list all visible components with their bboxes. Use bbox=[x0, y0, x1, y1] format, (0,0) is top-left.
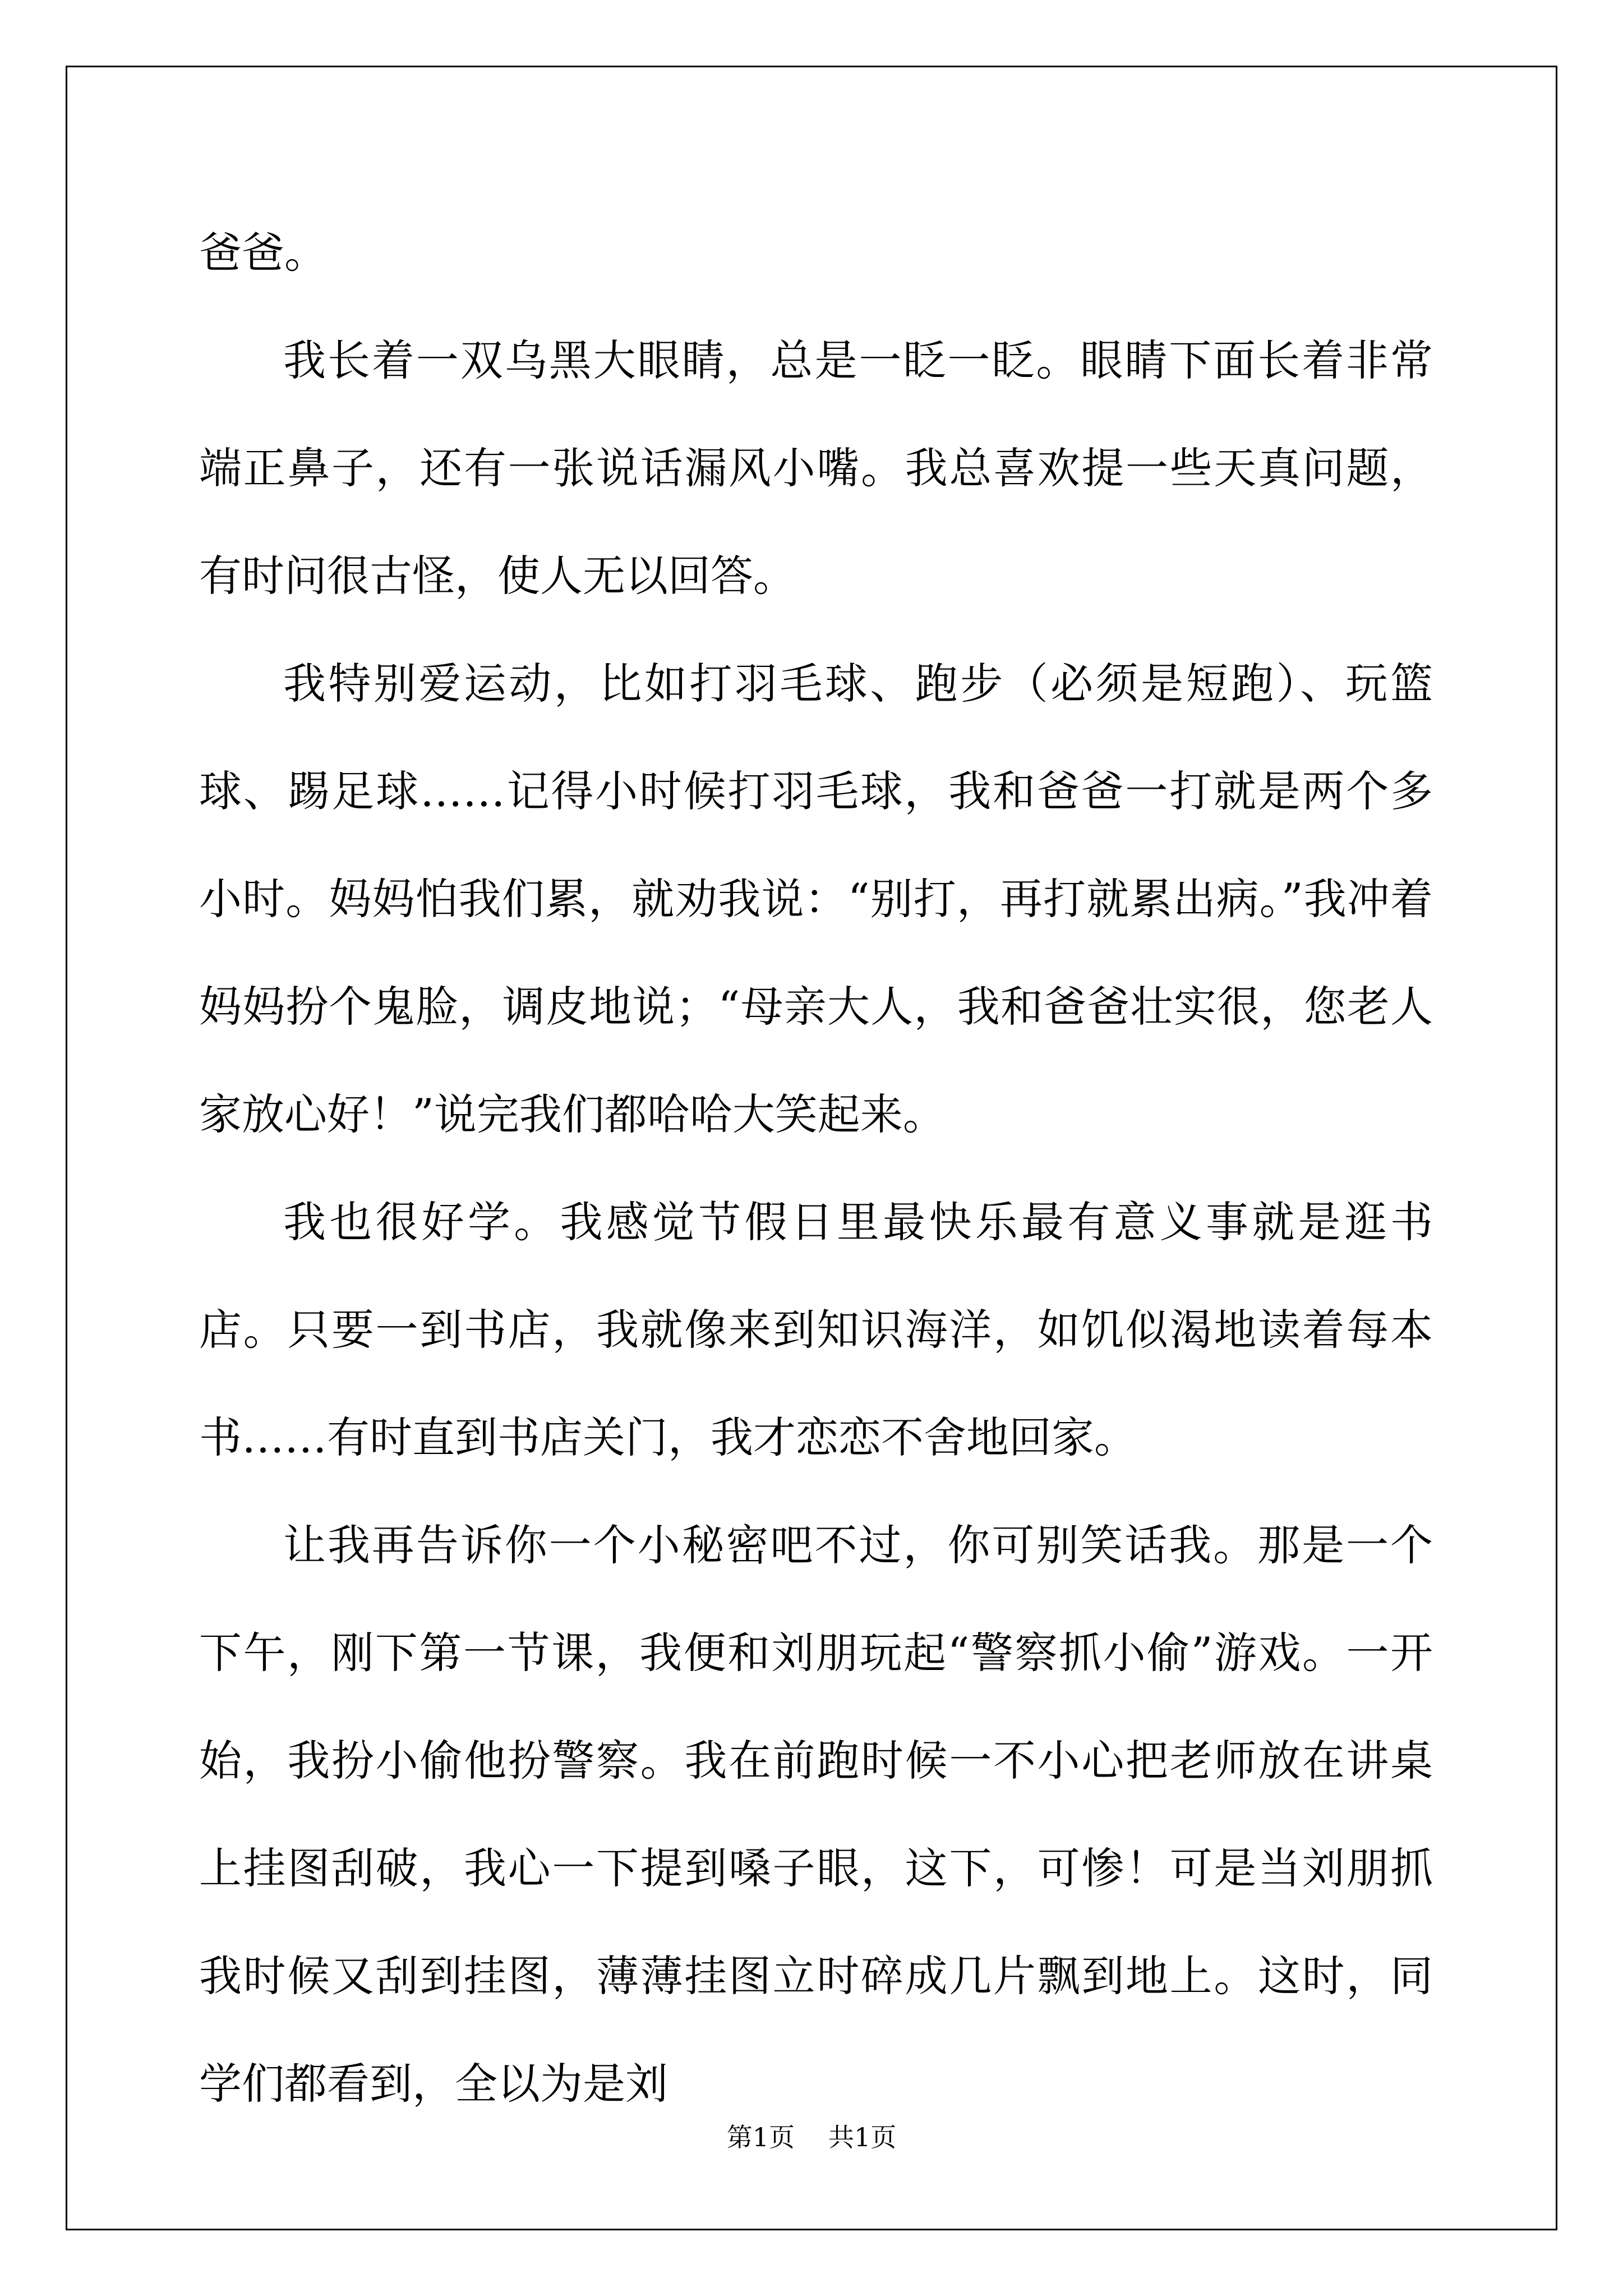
page-footer bbox=[0, 2120, 1623, 2154]
paragraph-4: 我也很好学。我感觉节假日里最快乐最有意义事就是逛书店。只要一到书店，我就像来到知识海洋，如饥似渴地读着每本书……有时直到书店关门，我才恋恋不舍地回家。 bbox=[199, 1197, 1433, 1462]
page-total: 共1页 bbox=[828, 2122, 897, 2152]
paragraph-2: 我长着一双乌黑大眼睛，总是一眨一眨。眼睛下面长着非常端正鼻子，还有一张说话漏风小嘴。我总喜欢提一些天真问题，有时问很古怪，使人无以回答。 bbox=[199, 335, 1433, 601]
paragraph-5: 让我再告诉你一个小秘密吧不过，你可别笑话我。那是一个下午，刚下第一节课，我便和刘朋玩起“警察抓小偷”游戏。一开始，我扮小偷他扮警察。我在前跑时候一不小心把老师放在讲桌上挂图刮破，我心一下提到嗓子眼，这下，可惨！可是当刘朋抓我时候又刮到挂图，薄薄挂图立时碎成几片飘到地上。这时，同学们都看到，全以为是刘 bbox=[199, 1520, 1433, 2109]
document-body bbox=[199, 199, 1433, 2138]
page-number: 第1页 bbox=[726, 2122, 795, 2152]
paragraph-1: 爸爸。 bbox=[199, 228, 327, 278]
paragraph-3: 我特别爱运动，比如打羽毛球、跑步（必须是短跑）、玩篮球、踢足球……记得小时候打羽毛球，我和爸爸一打就是两个多小时。妈妈怕我们累，就劝我说：“别打，再打就累出病。”我冲着妈妈扮个鬼脸，调皮地说；“母亲大人，我和爸爸壮实很，您老人家放心好！”说完我们都哈哈大笑起来。 bbox=[199, 659, 1433, 1139]
